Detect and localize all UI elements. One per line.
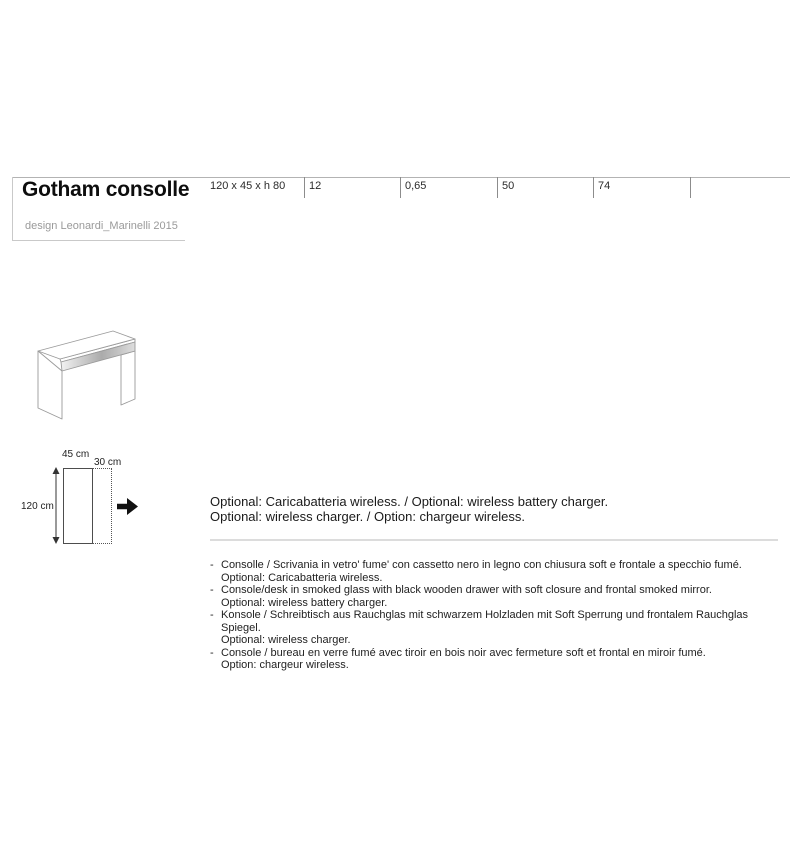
spec-value-2: 0,65: [405, 180, 427, 192]
description-optional-de: Optional: wireless charger.: [221, 634, 351, 646]
spec-divider: [497, 177, 498, 198]
description-optional-fr: Option: chargeur wireless.: [221, 659, 349, 671]
spec-divider: [593, 177, 594, 198]
list-item: [210, 584, 785, 609]
spec-value-3: 50: [502, 180, 515, 192]
list-item: [210, 647, 785, 672]
spec-dimensions: 120 x 45 x h 80: [210, 180, 286, 192]
list-bullet: -: [210, 559, 214, 571]
section-separator-rule: [210, 539, 778, 541]
spec-divider: [690, 177, 691, 198]
optional-note-line2: Optional: wireless charger. / Option: chargeur wireless.: [210, 508, 526, 524]
description-text-it: Consolle / Scrivania in vetro' fume' con cassetto nero in legno con chiusura soft e frontale a specchio fumé.: [221, 559, 742, 571]
list-item: [210, 559, 785, 584]
list-bullet: -: [210, 609, 214, 621]
top-view-rectangle: [63, 468, 93, 544]
extension-dimension-label: 30 cm: [94, 457, 122, 468]
width-dimension-label: 120 cm: [21, 501, 54, 512]
console-line-drawing: [36, 329, 138, 422]
optional-note: [210, 495, 608, 524]
right-arrow-icon: [117, 498, 138, 515]
description-text-fr: Console / bureau en verre fumé avec tiroir en bois noir avec fermeture soft et frontal en miroir fumé.: [221, 646, 706, 659]
list-bullet: -: [210, 584, 214, 596]
description-optional-en: Optional: wireless battery charger.: [221, 596, 388, 609]
optional-note-line1: Optional: Caricabatteria wireless. / Optional: wireless battery charger.: [210, 494, 609, 509]
description-text-en: Console/desk in smoked glass with black wooden drawer with soft closure and frontal smoked mirror.: [221, 584, 712, 596]
header-left-rule: [12, 177, 13, 240]
spec-value-4: 74: [598, 180, 611, 192]
description-optional-it: Optional: Caricabatteria wireless.: [221, 571, 383, 584]
spec-divider: [304, 177, 305, 198]
page-title: Gotham consolle: [22, 178, 190, 201]
list-bullet: -: [210, 646, 214, 659]
list-item: [210, 609, 785, 647]
spec-divider: [400, 177, 401, 198]
header-bottom-rule: [12, 240, 185, 241]
spec-value-1: 12: [309, 180, 322, 192]
depth-dimension-label: 45 cm: [62, 449, 90, 460]
description-list: [210, 559, 785, 672]
width-dimension-arrow: [51, 467, 61, 544]
design-credit: design Leonardi_Marinelli 2015: [25, 220, 178, 232]
top-view-extension-dashed: [92, 468, 112, 544]
description-text-de: Konsole / Schreibtisch aus Rauchglas mit schwarzem Holzladen mit Soft Sperrung und frontalem Rauchglas Spiegel.: [221, 609, 749, 634]
